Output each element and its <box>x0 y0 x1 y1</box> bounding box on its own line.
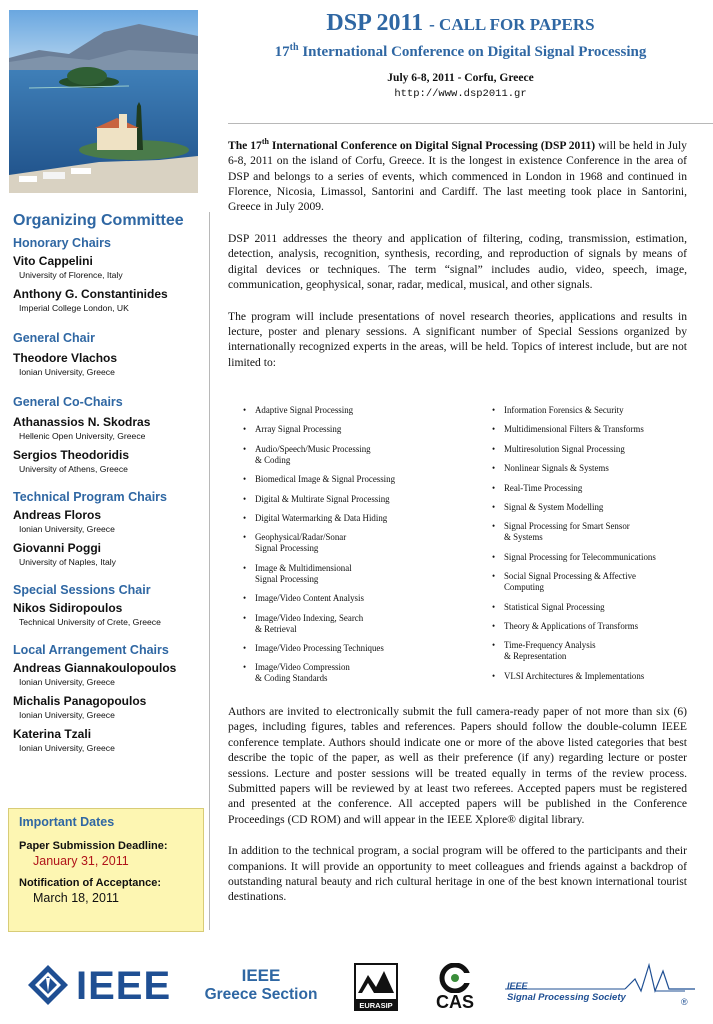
column-divider <box>209 212 210 930</box>
paragraph-program: The program will include presentations of novel research theories, applications and results in lecture, poster and plenary sessions. A significant number of Special Sessions organized by internationally recognized experts in the areas, will be held. Topics of interest include, but are not limited to: <box>228 309 687 369</box>
person-name: Michalis Panagopoulos <box>13 694 147 708</box>
topic-item: • Adaptive Signal Processing <box>243 405 478 416</box>
topic-item: • Signal Processing for Smart Sensor & Systems <box>492 521 692 543</box>
paragraph-social: In addition to the technical program, a social program will be offered to the participants and their companions. It will provide an opportunity to meet colleagues and friends against a backdrop of outstanding natural beauty and rich cultural heritage in one of the best known international tourist destinations. <box>228 844 687 904</box>
eurasip-emblem-icon <box>354 963 398 1001</box>
topic-item: • Real-Time Processing <box>492 483 692 494</box>
sps-registered: ® <box>681 997 688 1007</box>
subtitle-rest: International Conference on Digital Signal Processing <box>302 44 647 60</box>
committee-title: Organizing Committee <box>13 212 184 229</box>
topic-item: • Multiresolution Signal Processing <box>492 444 692 455</box>
paragraph-submission: Authors are invited to electronically submit the full camera-ready paper of not more than six (6) pages, including figures, tables and references. Papers should follow the double-column IEEE conference template. Authors should indicate one or more of the above listed categories that best describe the topic of the paper, as well as their preference (if any) regarding lecture or poster sessions. Lecture and poster sessions will be treated equally in terms of the review process. Submitted papers will be reviewed by at least two referees. Accepted papers must be registered and presented at the conference. All accepted papers will be published in the Conference Proceedings (CD ROM) and will appear in the IEEE Xplore® digital library. <box>228 705 687 826</box>
sps-waveform-icon <box>505 961 705 995</box>
topic-item: • Image/Video Indexing, Search & Retrieval <box>243 613 478 635</box>
topic-item: • Image/Video Processing Techniques <box>243 643 478 654</box>
conference-dateline: July 6-8, 2011 - Corfu, Greece <box>387 72 534 84</box>
person-name: Katerina Tzali <box>13 727 92 741</box>
section-general-co-chairs: General Co-Chairs <box>13 395 123 409</box>
person-affiliation: University of Athens, Greece <box>19 464 128 474</box>
person-affiliation: Ionian University, Greece <box>19 677 115 687</box>
conference-url[interactable]: http://www.dsp2011.gr <box>394 88 527 100</box>
topic-item: • Digital & Multirate Signal Processing <box>243 494 478 505</box>
person-name: Anthony G. Constantinides <box>13 287 168 301</box>
important-dates-title: Important Dates <box>19 815 115 829</box>
section-local-arrangement-chairs: Local Arrangement Chairs <box>13 643 169 657</box>
subtitle-ordinal: 17 <box>274 44 290 60</box>
sps-line1: IEEE <box>507 981 528 991</box>
p1-sup: th <box>261 137 269 146</box>
eurasip-logo[interactable] <box>354 963 398 1011</box>
topic-item: • Array Signal Processing <box>243 424 478 435</box>
person-affiliation: Hellenic Open University, Greece <box>19 431 146 441</box>
person-affiliation: Ionian University, Greece <box>19 710 115 720</box>
section-technical-program-chairs: Technical Program Chairs <box>13 490 167 504</box>
p1-bold: International Conference on Digital Signal Processing (DSP 2011) <box>268 138 596 152</box>
notification-label: Notification of Acceptance: <box>19 877 161 889</box>
person-affiliation: University of Naples, Italy <box>19 557 116 567</box>
person-name: Theodore Vlachos <box>13 351 118 365</box>
section-general-chair: General Chair <box>13 331 95 345</box>
conference-subtitle <box>212 42 709 61</box>
topic-item: • Image/Video Content Analysis <box>243 593 478 604</box>
paragraph-scope: DSP 2011 addresses the theory and application of filtering, coding, transmission, estimation, detection, analysis, recognition, synthesis, recording, and reproduction of signals by means of digital devices or techniques. The term “signal” includes audio, video, speech, image, communication, geophysical, sonar, radar, medical, musical, and other signals. <box>228 231 687 292</box>
page-header <box>212 8 709 100</box>
organizing-committee <box>13 212 203 753</box>
eurasip-label: EURASIP <box>354 1001 398 1011</box>
person-affiliation: Ionian University, Greece <box>19 524 115 534</box>
title-main: DSP 2011 <box>326 10 424 36</box>
person-name: Vito Cappelini <box>13 254 93 268</box>
person-name: Andreas Floros <box>13 508 102 522</box>
signal-processing-society-logo[interactable] <box>505 961 705 1013</box>
p1-rest: will be held in July 6-8, 2011 on the island of Corfu, Greece. It is the longest in existence Conference in the area of DSP and belongs to a series of events, which commenced in London in 1968 and continued in Florence, Nicosia, Limassol, Santorini and Cardiff. The last meeting took place in Santorini, Greece in July 2009. <box>228 138 687 214</box>
p1-start: The 17 <box>228 138 262 152</box>
person-affiliation: Ionian University, Greece <box>19 743 115 753</box>
person-name: Athanassios N. Skodras <box>13 415 151 429</box>
topic-item: • Time-Frequency Analysis & Representation <box>492 640 692 662</box>
person-affiliation: Ionian University, Greece <box>19 367 115 377</box>
person-affiliation: University of Florence, Italy <box>19 270 123 280</box>
topic-item: • Biomedical Image & Signal Processing <box>243 474 478 485</box>
topic-item: • Image & Multidimensional Signal Processing <box>243 563 478 585</box>
title-suffix: - CALL FOR PAPERS <box>429 15 595 34</box>
sps-line2: Signal Processing Society <box>507 992 626 1003</box>
topic-item: • Statistical Signal Processing <box>492 602 692 613</box>
notification-value: March 18, 2011 <box>33 891 119 905</box>
topic-item: • Audio/Speech/Music Processing & Coding <box>243 444 478 466</box>
important-dates-box <box>8 808 204 932</box>
greece-line2: Greece Section <box>204 986 318 1003</box>
header-divider <box>228 123 713 124</box>
topic-item: • Image/Video Compression & Coding Standards <box>243 662 478 684</box>
ieee-diamond-icon <box>26 963 70 1007</box>
section-honorary-chairs: Honorary Chairs <box>13 236 111 250</box>
intro-text <box>228 134 687 386</box>
person-name: Giovanni Poggi <box>13 541 102 555</box>
cas-label: CAS <box>435 992 474 1012</box>
page-title <box>212 8 709 40</box>
topic-item: • Information Forensics & Security <box>492 405 692 416</box>
section-special-sessions-chair: Special Sessions Chair <box>13 583 151 597</box>
topics-column-left <box>243 405 478 693</box>
person-affiliation: Technical University of Crete, Greece <box>19 617 161 627</box>
ieee-logo[interactable] <box>26 963 176 1009</box>
topic-item: • Geophysical/Radar/Sonar Signal Processing <box>243 532 478 554</box>
topics-column-right <box>492 405 692 690</box>
topic-item: • Multidimensional Filters & Transforms <box>492 424 692 435</box>
submission-deadline-value: January 31, 2011 <box>33 854 129 868</box>
subtitle-sup: th <box>289 42 299 53</box>
ieee-wordmark: IEEE <box>76 964 172 1008</box>
submission-deadline-label: Paper Submission Deadline: <box>19 840 168 852</box>
topic-item: • Nonlinear Signals & Systems <box>492 463 692 474</box>
submission-text <box>228 704 687 905</box>
person-name: Sergios Theodoridis <box>13 448 130 462</box>
topic-item: • VLSI Architectures & Implementations <box>492 671 692 682</box>
topic-item: • Social Signal Processing & Affective Computing <box>492 571 692 593</box>
person-name: Nikos Sidiropoulos <box>13 601 123 615</box>
cas-logo[interactable] <box>430 963 480 1013</box>
cas-emblem-icon <box>435 963 475 993</box>
topic-item: • Theory & Applications of Transforms <box>492 621 692 632</box>
paragraph-intro <box>228 134 687 215</box>
corfu-photo <box>9 10 198 193</box>
greece-line1: IEEE <box>241 966 281 985</box>
person-affiliation: Imperial College London, UK <box>19 303 129 313</box>
sponsor-logos <box>0 955 713 1015</box>
topic-item: • Signal & System Modelling <box>492 502 692 513</box>
person-name: Andreas Giannakoulopoulos <box>13 661 177 675</box>
topic-item: • Signal Processing for Telecommunications <box>492 552 692 563</box>
topic-item: • Digital Watermarking & Data Hiding <box>243 513 478 524</box>
ieee-greece-section-logo[interactable] <box>196 966 326 1005</box>
